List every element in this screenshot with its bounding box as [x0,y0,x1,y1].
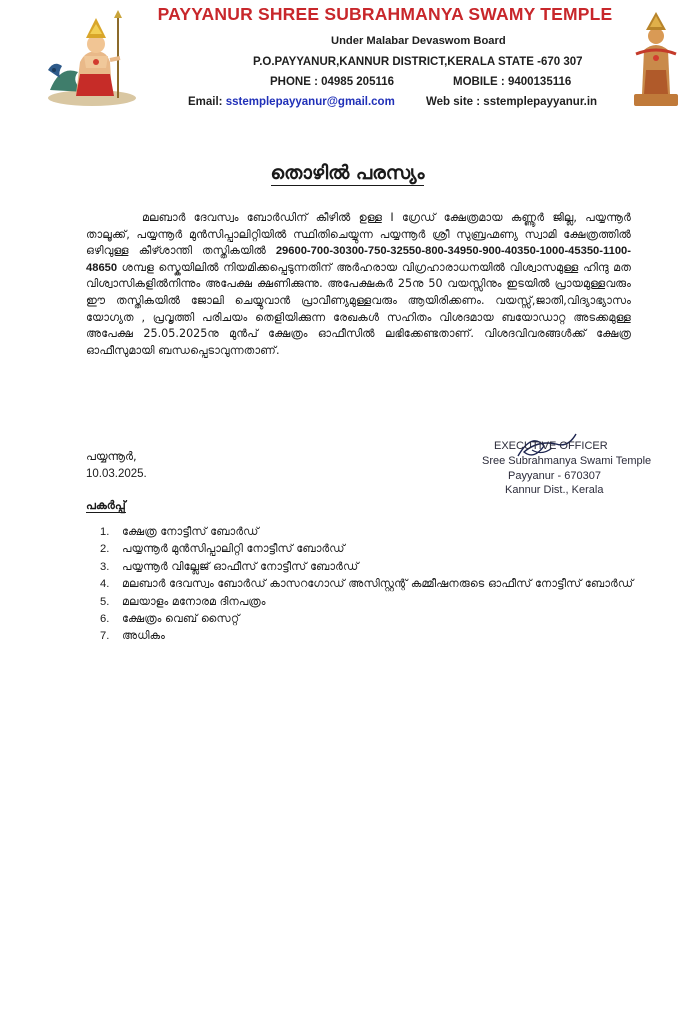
signatory-place-pin: Payyanur - 670307 [508,470,601,482]
copy-to-heading-text: പകർപ്പ് [86,498,126,512]
date: 10.03.2025. [86,468,147,480]
mobile-number: MOBILE : 9400135116 [453,76,572,88]
list-item: 1. ക്ഷേത്ര നോട്ടീസ് ബോർഡ് [100,525,259,538]
notice-title-text: തൊഴിൽ പരസ്യം [270,162,425,184]
list-item: 2. പയ്യന്നൂർ മുൻസിപ്പാലിറ്റി നോട്ടീസ് ബോർഡ് [100,542,345,556]
phone-number: PHONE : 04985 205116 [270,76,395,88]
temple-address: P.O.PAYYANUR,KANNUR DISTRICT,KERALA STATE -670 307 [253,56,583,68]
place: പയ്യന്നൂർ, [86,449,137,463]
temple-name-heading: PAYYANUR SHREE SUBRAHMANYA SWAMY TEMPLE [157,4,613,24]
copy-to-list [86,524,646,646]
signatory-temple: Sree Subrahmanya Swami Temple [482,455,652,467]
signatory-designation: EXECUTIVE OFFICER [494,440,608,452]
list-item: 3. പയ്യന്നൂർ വില്ലേജ് ഓഫീസ് നോട്ടീസ് ബോർഡ് [100,559,359,573]
email-label: Email: [188,96,226,108]
email-line [188,96,395,108]
signatory-district: Kannur Dist., Kerala [505,484,604,496]
list-item: 7. അധികം [100,629,165,643]
list-item: 4. മലബാർ ദേവസ്വം ബോർഡ് കാസറഗോഡ് അസിസ്റ്റന്റ് കമ്മീഷനരുടെ ഓഫീസ് നോട്ടീസ് ബോർഡ് [100,577,634,591]
body-part-1: മലബാർ ദേവസ്വം ബോർഡിന് കീഴിൽ ഉള്ള I ഗ്രേഡ് ക്ഷേത്രമായ കണ്ണൂർ ജില്ല, പയ്യന്നൂർ താലൂക്ക്, പയ്യന്നൂർ മുൻസിപ്പാലിറ്റിയിൽ സ്ഥിതിചെയ്യുന്ന പയ്യന്നൂർ ശ്രീ സുബ്രഹ്മണ്യ സ്വാമി ക്ഷേത്രത്തിൽ ഒഴിവുള്ള കീഴ്ശാന്തി തസ്തികയിൽ [86,211,631,258]
list-item: 6. ക്ഷേത്രം വെബ് സൈറ്റ് [100,612,240,626]
body-part-2: ശമ്പള സ്കെയിലിൽ നിയമിക്കപ്പെടുന്നതിന് അർഹരായ വിഗ്രഹാരാധനയിൽ വിശ്വാസമുള്ള ഹിന്ദു മത വിശ്വാസികളിൽനിന്നും അപേക്ഷ ക്ഷണിക്കുന്നു. അപേക്ഷകർ 25നു 50 വയസ്സിനും ഇടയിൽ പ്രായമുള്ളവരും ഈ തസ്തികയിൽ ജോലി ചെയ്യുവാൻ പ്രാവീണ്യമുള്ളവരും ആയിരിക്കണം. വയസ്സ്,ജാതി,വിദ്യാഭ്യാസം യോഗ്യത , പ്രവൃത്തി പരിചയം തെളിയിക്കുന്ന രേഖകൾ സഹിതം വിശദമായ ബയോഡാറ്റ അടക്കമുള്ള അപേക്ഷ 25.05.2025നു മുൻപ് ക്ഷേത്രം ഓഫീസിൽ ലഭിക്കേണ്ടതാണ്. വിശദവിവരങ്ങൾക്ക് ക്ഷേത്ര ഓഫീസുമായി ബന്ധപ്പെടാവുന്നതാണ്. [86,260,631,357]
notice-title [0,162,695,184]
salary-scale: 29600-700-30300-750-32550-800-34950-900-40350-1000-45350-1100-48650 [86,245,631,274]
list-item: 5. മലയാളം മനോരമ ദിനപത്രം [100,594,266,608]
board-affiliation: Under Malabar Devaswom Board [331,35,506,47]
copy-to-heading [86,498,126,513]
deity-idol-image [630,10,682,108]
email-address[interactable]: sstemplepayyanur@gmail.com [225,96,395,108]
notice-body [86,210,631,359]
deity-murugan-image [40,10,140,108]
place-date-block [86,447,147,483]
website: Web site : sstemplepayyanur.in [426,96,598,108]
